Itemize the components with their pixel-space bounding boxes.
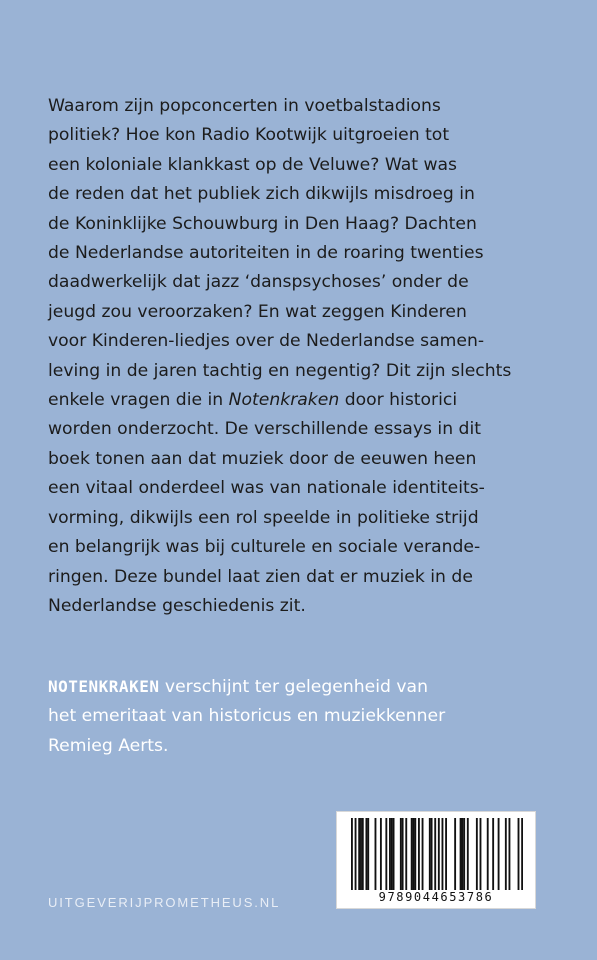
barcode-bar — [351, 818, 353, 890]
blurb-line: een vitaal onderdeel was van nationale identiteits- — [48, 478, 485, 499]
occasion-line: Remieg Aerts. — [48, 735, 169, 756]
barcode-bar — [362, 818, 364, 890]
barcode-bar — [360, 818, 362, 890]
barcode-bar — [498, 818, 500, 890]
barcode-bar — [375, 818, 377, 890]
blurb-line: de Nederlandse autoriteiten in de roaring twenties — [48, 243, 484, 264]
blurb-line: leving in de jaren tachtig en negentig? Dit zijn slechts — [48, 360, 512, 381]
barcode-bar — [505, 818, 507, 890]
occasion-line: het emeritaat van historicus en muziekkenner — [48, 706, 446, 727]
isbn-barcode — [336, 811, 536, 909]
barcode-bar — [367, 818, 369, 890]
blurb-line-with-title — [48, 386, 568, 415]
barcode-bar — [454, 818, 456, 890]
barcode-bar — [518, 818, 520, 890]
blurb-line: de reden dat het publiek zich dikwijls misdroeg in — [48, 184, 475, 205]
occasion-line — [48, 672, 578, 702]
blurb-line: Waarom zijn popconcerten in voetbalstadions — [48, 96, 441, 116]
blurb-text — [48, 92, 568, 621]
isbn-number: 9789044653786 — [378, 890, 494, 904]
barcode-bar — [476, 818, 478, 890]
blurb-line: voor Kinderen-liedjes over de Nederlandse samen- — [48, 331, 485, 352]
barcode-bar — [480, 818, 482, 890]
barcode-bar — [492, 818, 494, 890]
barcode-bar — [463, 818, 465, 890]
blurb-line: en belangrijk was bij culturele en sociale verande- — [48, 537, 481, 558]
blurb-line: jeugd zou veroorzaken? En wat zeggen Kinderen — [48, 301, 467, 322]
barcode-bar — [380, 818, 382, 890]
barcode-bar — [358, 818, 360, 890]
barcode-bar — [413, 818, 415, 890]
barcode-bar — [385, 818, 387, 890]
barcode-bar — [434, 818, 436, 890]
barcode-bar — [445, 818, 447, 890]
book-title-italic: Notenkraken — [228, 390, 340, 411]
barcode-bar — [389, 818, 391, 890]
barcode-bar — [405, 818, 407, 890]
barcode-bar — [509, 818, 511, 890]
barcode-bar — [400, 818, 402, 890]
occasion-text-segment: verschijnt ter gelegenheid van — [159, 677, 428, 697]
barcode-bar — [414, 818, 416, 890]
publisher-url: UITGEVERIJPROMETHEUS.NL — [48, 895, 281, 910]
barcode-bar — [418, 818, 420, 890]
blurb-line: Nederlandse geschiedenis zit. — [48, 595, 306, 616]
barcode-bar — [402, 818, 404, 890]
blurb-line: vorming, dikwijls een rol speelde in politieke strijd — [48, 507, 479, 528]
blurb-text-segment: door historici — [339, 390, 458, 411]
barcode-bar — [355, 818, 357, 890]
blurb-line: de Koninklijke Schouwburg in Den Haag? Dachten — [48, 213, 477, 234]
barcode-bar — [442, 818, 444, 890]
book-title-logotype: NOTENKRAKEN — [48, 677, 160, 696]
barcode-bar — [487, 818, 489, 890]
blurb-line: een koloniale klankkast op de Veluwe? Wat was — [48, 154, 458, 175]
barcode-bar — [461, 818, 463, 890]
blurb-text-segment: enkele vragen die in — [48, 390, 229, 411]
barcode-bar — [431, 818, 433, 890]
blurb-line: politiek? Hoe kon Radio Kootwijk uitgroeien tot — [48, 125, 450, 146]
blurb-line: daadwerkelijk dat jazz ‘danspsychoses’ onder de — [48, 272, 469, 293]
barcode-bar — [422, 818, 424, 890]
barcode-bar — [438, 818, 440, 890]
barcode-bar — [429, 818, 431, 890]
barcode-bar — [411, 818, 413, 890]
blurb-line: worden onderzocht. De verschillende essays in dit — [48, 419, 481, 440]
barcode-bar — [393, 818, 395, 890]
barcode-bar — [467, 818, 469, 890]
barcode-bar — [521, 818, 523, 890]
barcode-bar — [365, 818, 367, 890]
blurb-line: boek tonen aan dat muziek door de eeuwen heen — [48, 448, 477, 469]
barcode-bar — [391, 818, 393, 890]
barcode-bar — [460, 818, 462, 890]
barcode-bars — [351, 818, 523, 890]
blurb-line: ringen. Deze bundel laat zien dat er muziek in de — [48, 566, 473, 587]
occasion-text — [48, 672, 578, 761]
